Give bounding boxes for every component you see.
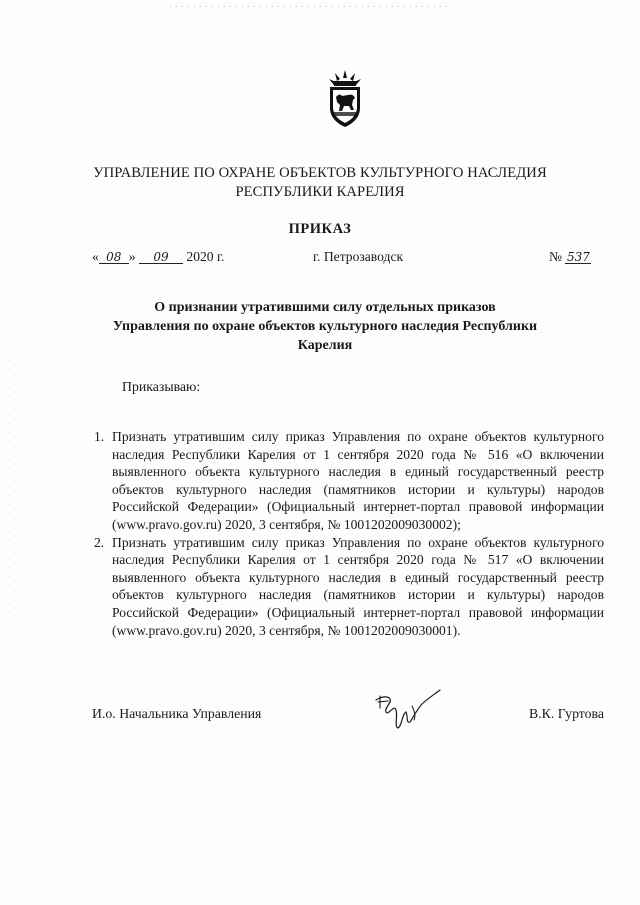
order-item-2-number: 2. (94, 534, 105, 550)
order-subject-line1: О признании утратившими силу отдельных приказов (154, 300, 496, 315)
date-month-handwritten: 09 (139, 251, 183, 264)
handwritten-signature (372, 686, 444, 732)
order-item-2 (92, 534, 604, 640)
karelia-coat-of-arms-icon (325, 70, 365, 128)
signatory-position: И.о. Начальника Управления (92, 706, 262, 721)
order-subject-line3: Карелия (297, 338, 353, 353)
order-preamble: Приказываю: (122, 379, 201, 394)
order-number-handwritten: 537 (566, 250, 590, 264)
order-item-2-text: Признать утратившим силу приказ Управления по охране объектов культурного наследия Республики Карелия от 1 сентября 2020 года № 517 «О включении выявленного объекта культурного наследия в единый государственный реестр объектов культурного наследия (памятников истории и культуры) народов Российской Федерации» (Официальный интернет-портал правовой информации (www.pravo.gov.ru) 2020, 3 сентября, № 1001202009030001). (112, 534, 604, 638)
order-number-label: № (549, 249, 562, 264)
order-items-list (92, 428, 604, 639)
date-open-quote: « (92, 249, 99, 264)
order-city: г. Петрозаводск (313, 249, 404, 264)
order-date (92, 249, 224, 265)
scan-artifact-top (170, 6, 450, 7)
order-subject (100, 298, 550, 355)
order-item-1-number: 1. (94, 429, 105, 444)
date-day-handwritten: 08 (99, 251, 129, 264)
order-item-1 (92, 428, 604, 534)
date-close-quote: » (128, 249, 136, 264)
authority-header-line1: УПРАВЛЕНИЕ ПО ОХРАНЕ ОБЪЕКТОВ КУЛЬТУРНОГО НАСЛЕДИЯ (93, 165, 547, 181)
order-subject-line2: Управления по охране объектов культурного наследия Республики (112, 319, 538, 334)
order-number (549, 249, 591, 265)
order-item-1-text: Признать утратившим силу приказ Управления по охране объектов культурного наследия Республики Карелия от 1 сентября 2020 года № 516 «О включении выявленного объекта культурного наследия в единый государственный реестр объектов культурного наследия (памятников истории и культуры) народов Российской Федерации» (Официальный интернет-портал правовой информации (www.pravo.gov.ru) 2020, 3 сентября, № 1001202009030002); (112, 429, 604, 532)
document-title: ПРИКАЗ (288, 221, 352, 237)
scan-artifact-left (8, 360, 9, 620)
date-year: 2020 г. (186, 249, 225, 264)
authority-header (60, 164, 580, 202)
authority-header-line2: РЕСПУБЛИКИ КАРЕЛИЯ (235, 184, 405, 200)
signatory-name: В.К. Гуртова (528, 706, 604, 721)
